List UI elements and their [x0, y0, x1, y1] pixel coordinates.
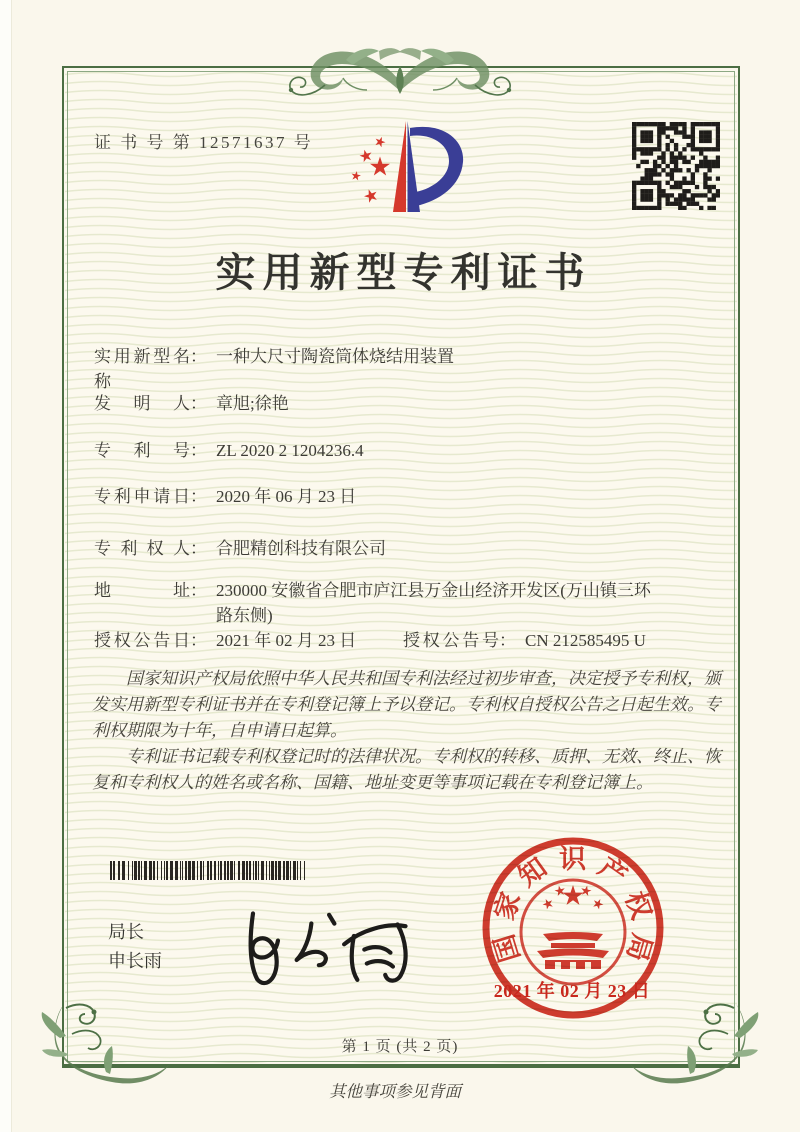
- body-paragraph-2: 专利证书记载专利权登记时的法律状况。专利权的转移、质押、无效、终止、恢复和专利权人的姓名或名称、国籍、地址变更等事项记载在专利登记簿上。: [92, 747, 721, 792]
- field-label: 实用新型名称: [94, 347, 190, 391]
- field-row-patent-no: [94, 438, 364, 463]
- director-title: 局长: [108, 922, 144, 942]
- field-colon: ：: [190, 631, 207, 650]
- barcode-icon: [110, 861, 308, 880]
- field-label: 发明人: [94, 394, 190, 413]
- field-value: 230000 安徽省合肥市庐江县万金山经济开发区(万山镇三环路东侧): [216, 581, 651, 625]
- field-value: 一种大尺寸陶瓷筒体烧结用装置: [216, 347, 454, 366]
- field-label: 专利权人: [94, 539, 190, 558]
- director-block: [108, 918, 162, 976]
- seal-date: 2021 年 02 月 23 日: [493, 981, 651, 1001]
- top-floral-ornament-icon: [283, 38, 517, 116]
- field-label: 地址: [94, 581, 190, 600]
- field-colon: ：: [499, 631, 516, 650]
- field-value: 2021 年 02 月 23 日: [216, 631, 357, 650]
- seal-ring-text: 国家知识产权局: [488, 843, 658, 966]
- field-pair-grant-no: [403, 628, 646, 653]
- back-note: 其他事项参见背面: [329, 1082, 461, 1101]
- director-name: 申长雨: [108, 951, 162, 971]
- field-row-filing-date: [94, 484, 356, 509]
- field-label: 专利申请日: [94, 487, 190, 506]
- field-value: 章旭;徐艳: [216, 394, 289, 413]
- field-colon: ：: [190, 581, 207, 600]
- field-colon: ：: [190, 394, 207, 413]
- qr-code-icon: [632, 122, 720, 210]
- certificate-title: 实用新型专利证书: [215, 250, 592, 295]
- cnipa-logo-icon: [333, 116, 473, 220]
- field-row-name: [94, 344, 454, 394]
- field-colon: ：: [190, 347, 207, 366]
- director-signature-icon: [224, 890, 423, 993]
- page-number: 第 1 页 (共 2 页): [341, 1039, 459, 1055]
- field-row-inventor: [94, 391, 289, 416]
- field-value: 2020 年 06 月 23 日: [216, 487, 357, 506]
- field-value: 合肥精创科技有限公司: [216, 539, 386, 558]
- certificate-body: [92, 666, 728, 796]
- field-value: ZL 2020 2 1204236.4: [216, 441, 364, 460]
- field-colon: ：: [190, 539, 207, 558]
- body-paragraph-1: 国家知识产权局依照中华人民共和国专利法经过初步审查，决定授予专利权，颁发实用新型专利证书并在专利登记簿上予以登记。专利权自授权公告之日起生效。专利权期限为十年，自申请日起算。: [92, 669, 721, 740]
- field-label: 专利号: [94, 441, 190, 460]
- field-row-address: [94, 578, 662, 628]
- certificate-number: 证 书 号 第 12571637 号: [94, 133, 314, 152]
- field-row-patentee: [94, 536, 386, 561]
- field-value: CN 212585495 U: [525, 631, 646, 650]
- field-label: 授权公告号: [403, 631, 499, 650]
- field-colon: ：: [190, 441, 207, 460]
- paper-edge: [0, 0, 12, 1132]
- field-label: 授权公告日: [94, 631, 190, 650]
- field-row-grant: [94, 628, 646, 653]
- field-colon: ：: [190, 487, 207, 506]
